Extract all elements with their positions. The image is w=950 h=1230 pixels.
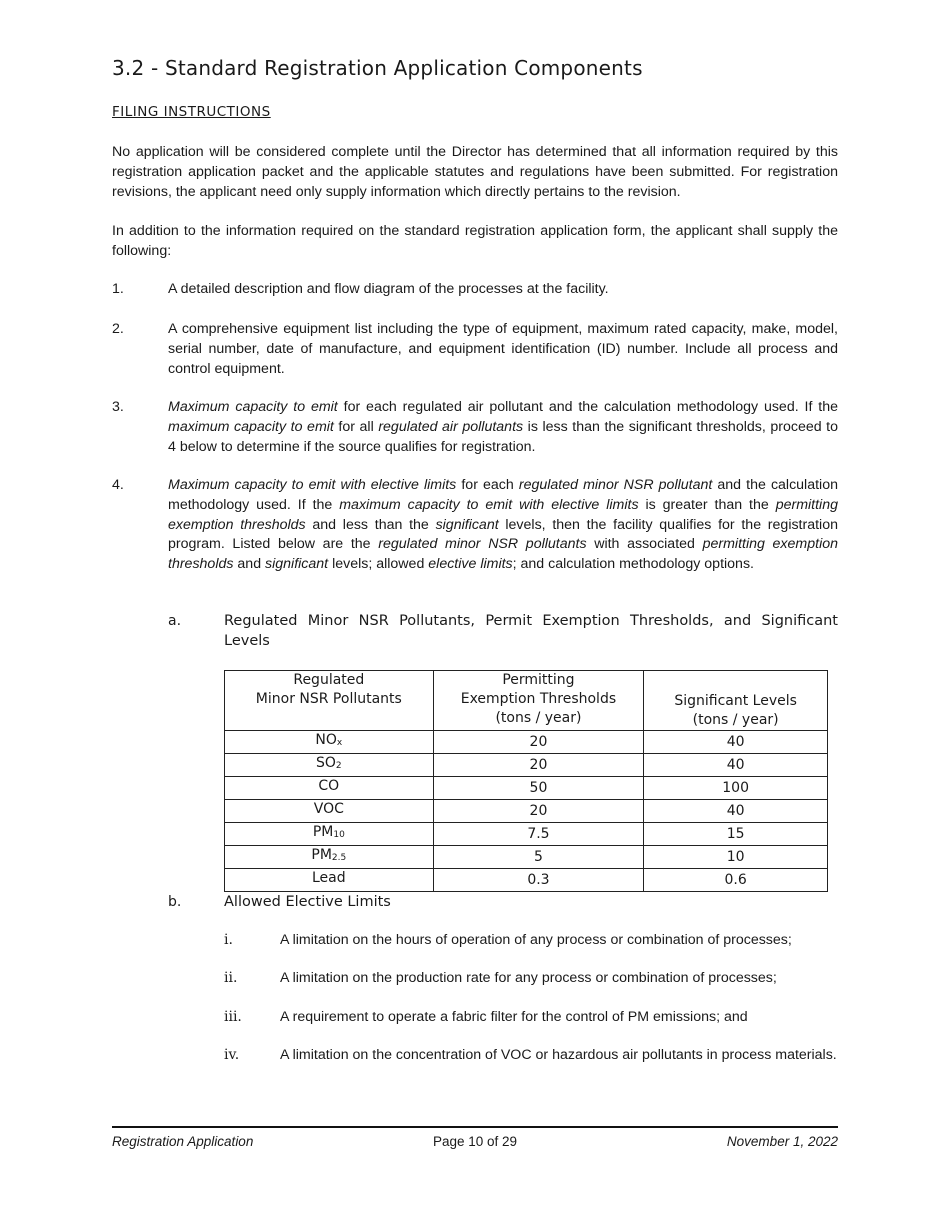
footer-document-title: Registration Application	[112, 1134, 254, 1149]
item-text: A comprehensive equipment list including the type of equipment, maximum rated capacity, make, model, serial number, date of manufacture, and equipment identification (ID) number. Include all process and control equipment.	[168, 321, 838, 377]
pollutant-cell: PM10	[225, 823, 434, 846]
pollutant-cell: PM2.5	[225, 846, 434, 869]
section-heading: 3.2 - Standard Registration Application Components	[112, 56, 643, 80]
header-threshold: Permitting Exemption Thresholds (tons / year)	[433, 671, 644, 731]
significant-cell: 40	[644, 754, 828, 777]
threshold-cell: 50	[433, 777, 644, 800]
threshold-cell: 20	[433, 800, 644, 823]
limit-text: A limitation on the hours of operation of any process or combination of processes;	[280, 932, 792, 948]
table-row	[225, 754, 828, 777]
significant-cell: 40	[644, 731, 828, 754]
item-number: 1.	[112, 281, 124, 297]
threshold-cell: 5	[433, 846, 644, 869]
table-row	[225, 823, 828, 846]
table-row	[225, 731, 828, 754]
table-row	[225, 777, 828, 800]
item-text: A detailed description and flow diagram of the processes at the facility.	[168, 281, 609, 297]
pollutant-cell: Lead	[225, 869, 434, 892]
item-text: Maximum capacity to emit with elective limits for each regulated minor NSR pollutant and the calculation methodology used. If the maximum capacity to emit with elective limits is greater than the permitting exemption thresholds and less than the significant levels, then the facility qualifies for the registration program. Listed below are the regulated minor NSR pollutants with associated permitting exemption thresholds and significant levels; allowed elective limits; and calculation methodology options.	[168, 477, 839, 573]
threshold-cell: 7.5	[433, 823, 644, 846]
limit-text: A limitation on the concentration of VOC or hazardous air pollutants in process materials.	[280, 1047, 837, 1063]
limit-text: A limitation on the production rate for any process or combination of processes;	[280, 970, 777, 986]
pollutant-cell: SO2	[225, 754, 434, 777]
intro-paragraph: No application will be considered complete until the Director has determined that all information required by this registration application packet and the applicable statutes and regulations have been submitted. For registration revisions, the applicant need only supply information which directly pertains to the revision.	[112, 144, 838, 200]
item-number: 3.	[112, 399, 124, 415]
threshold-cell: 0.3	[433, 869, 644, 892]
sub-item-text: Regulated Minor NSR Pollutants, Permit Exemption Thresholds, and Significant Levels	[224, 613, 838, 649]
threshold-cell: 20	[433, 754, 644, 777]
significant-cell: 40	[644, 800, 828, 823]
pollutant-cell: VOC	[225, 800, 434, 823]
sub-item-text: Allowed Elective Limits	[224, 894, 391, 910]
header-significant: Significant Levels (tons / year)	[644, 671, 828, 731]
supply-paragraph: In addition to the information required on the standard registration application form, the applicant shall supply the following:	[112, 223, 838, 259]
pollutant-cell: NOx	[225, 731, 434, 754]
limit-text: A requirement to operate a fabric filter for the control of PM emissions; and	[280, 1009, 748, 1025]
item-number: 2.	[112, 321, 124, 337]
table-row	[225, 846, 828, 869]
table-header-row	[225, 671, 828, 731]
item-text: Maximum capacity to emit for each regulated air pollutant and the calculation methodology used. If the maximum capacity to emit for all regulated air pollutants is less than the significant thresholds, proceed to 4 below to determine if the source qualifies for registration.	[168, 399, 839, 455]
roman-numeral: iv.	[224, 1047, 240, 1063]
roman-numeral: iii.	[224, 1009, 242, 1025]
footer-date: November 1, 2022	[726, 1134, 838, 1149]
threshold-cell: 20	[433, 731, 644, 754]
sub-item-letter: a.	[168, 613, 182, 629]
footer-page-number: Page 10 of 29	[432, 1134, 518, 1149]
significant-cell: 15	[644, 823, 828, 846]
table-row	[225, 800, 828, 823]
significant-cell: 0.6	[644, 869, 828, 892]
roman-numeral: i.	[224, 932, 233, 948]
filing-instructions-title: FILING INSTRUCTIONS	[112, 104, 271, 120]
footer-divider	[112, 1126, 838, 1128]
significant-cell: 100	[644, 777, 828, 800]
header-pollutant: Regulated Minor NSR Pollutants	[225, 671, 434, 731]
table-row	[225, 869, 828, 892]
roman-numeral: ii.	[224, 970, 238, 986]
item-number: 4.	[112, 477, 124, 493]
pollutant-table	[224, 670, 828, 892]
pollutant-cell: CO	[225, 777, 434, 800]
significant-cell: 10	[644, 846, 828, 869]
sub-item-letter: b.	[168, 894, 182, 910]
